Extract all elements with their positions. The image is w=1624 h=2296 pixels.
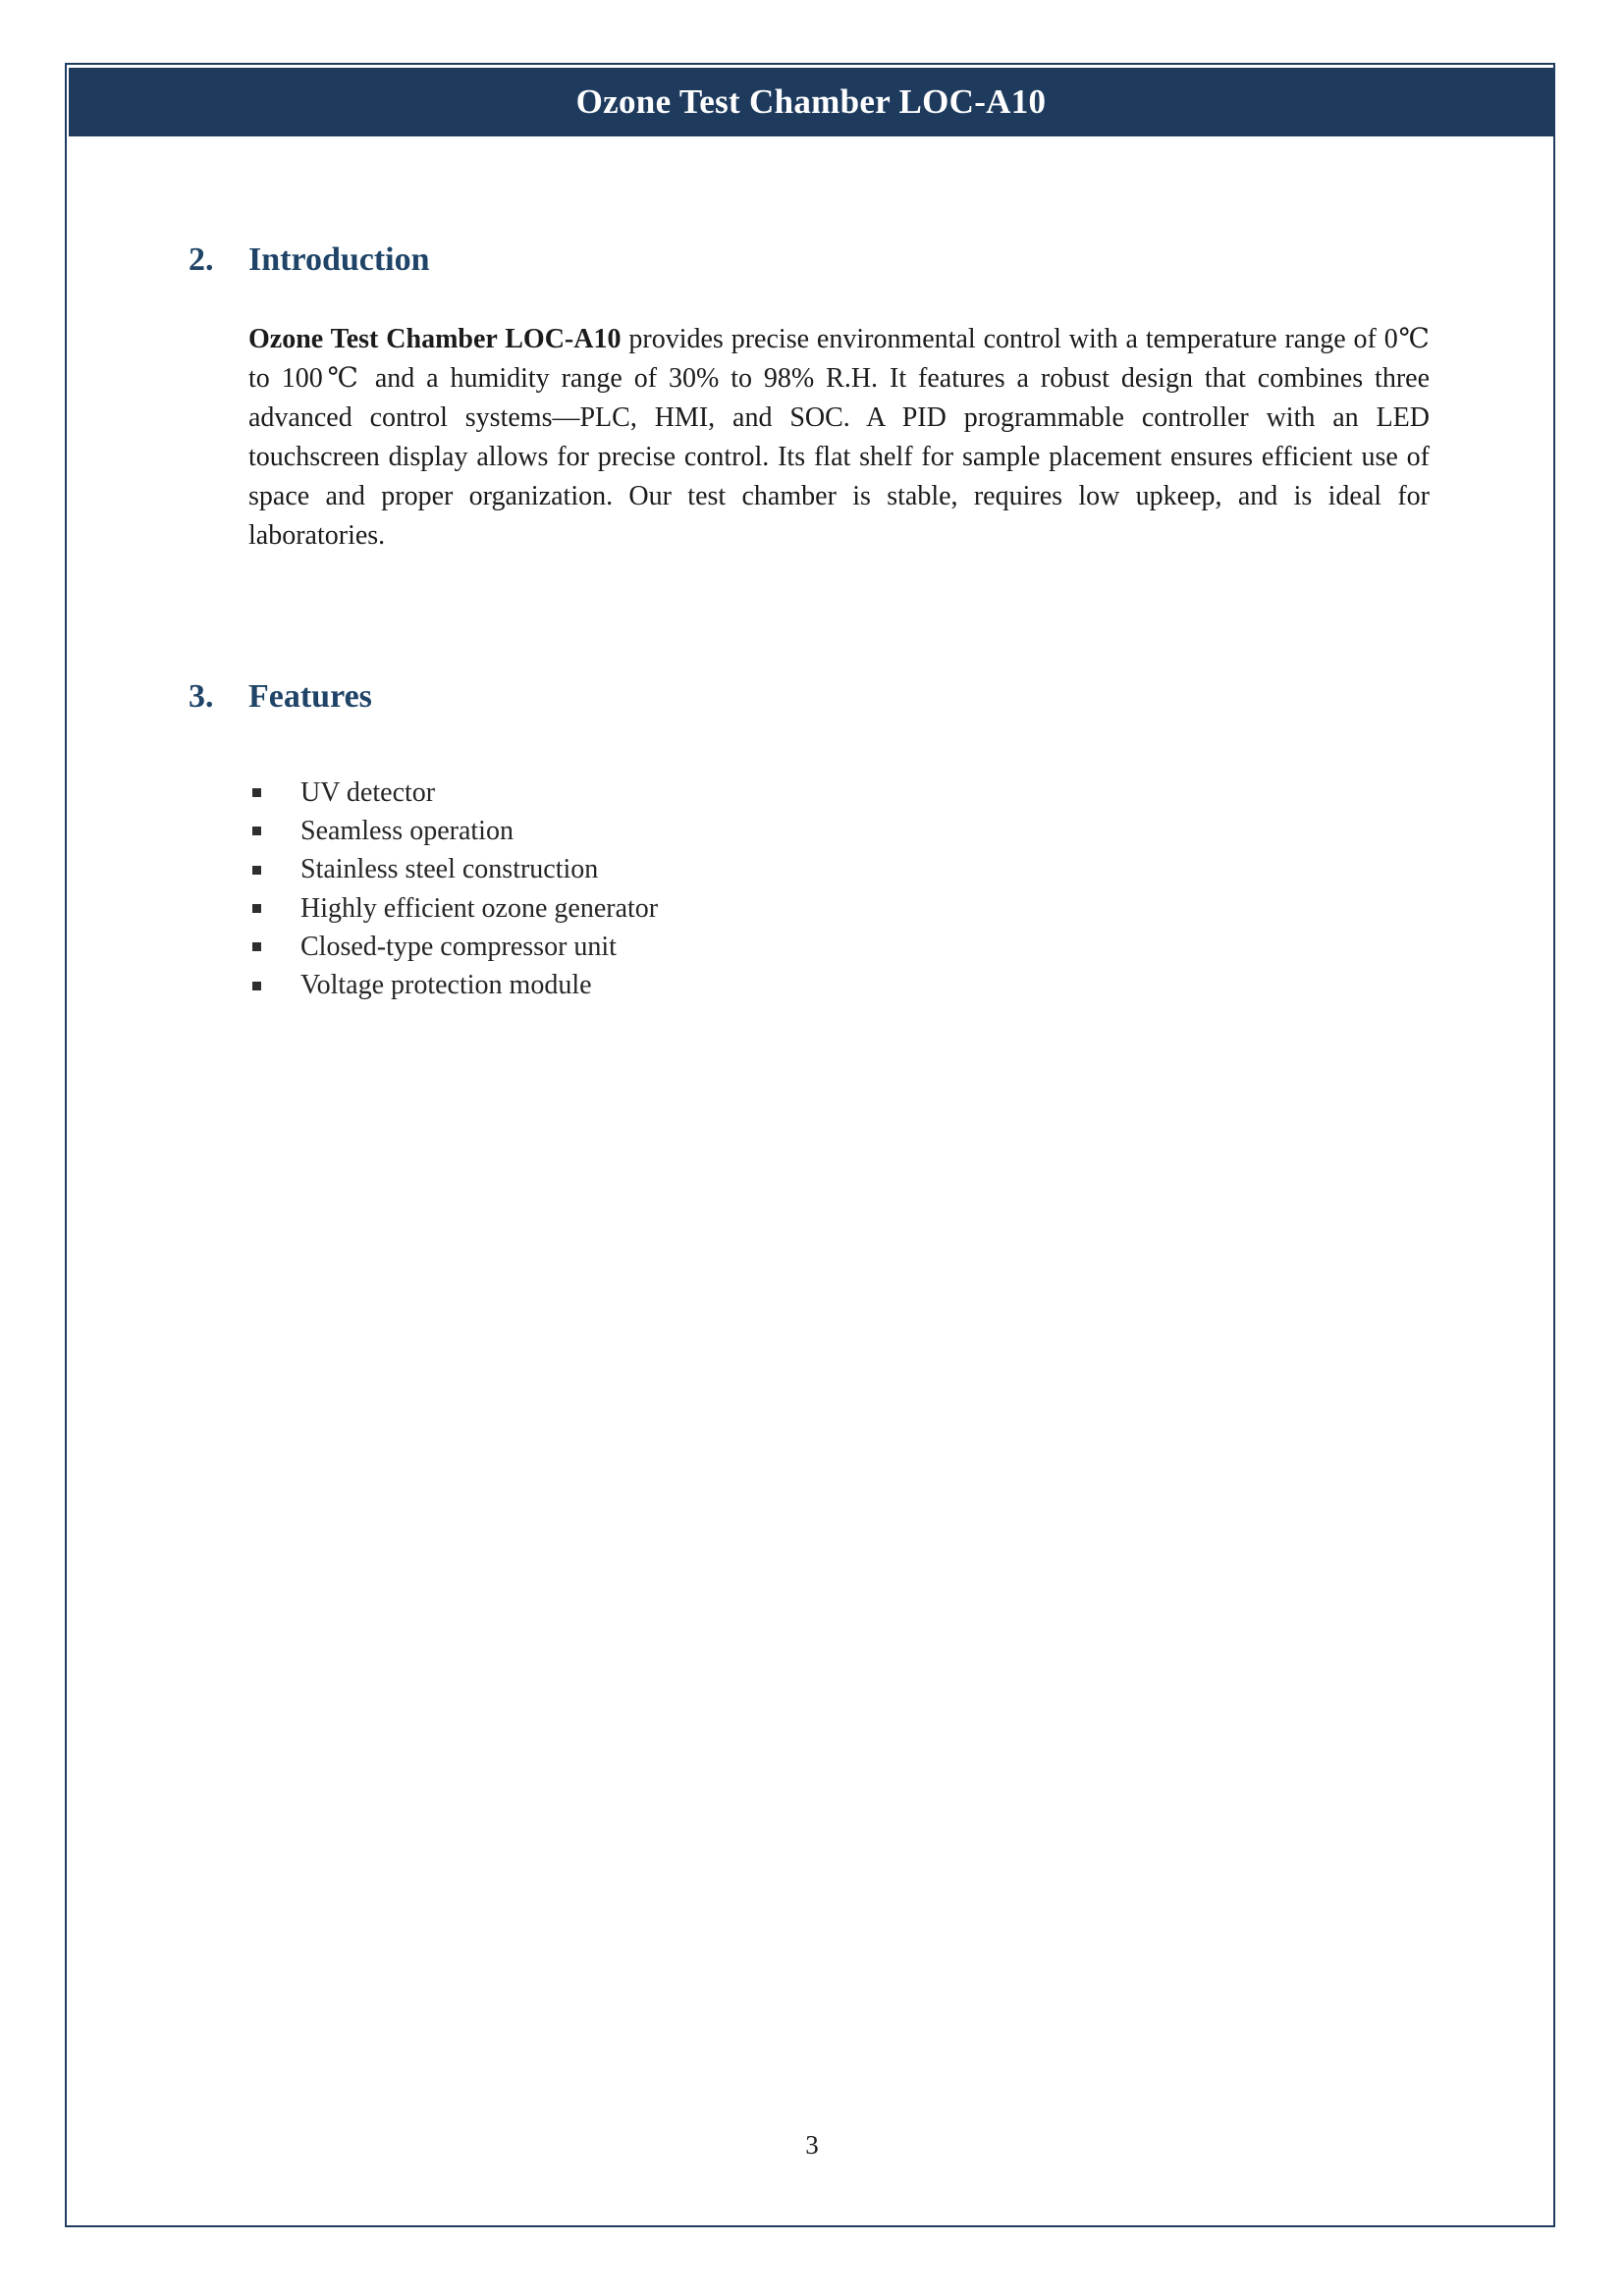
header-band xyxy=(69,68,1553,136)
product-name-lead: Ozone Test Chamber LOC-A10 xyxy=(248,324,622,354)
introduction-paragraph xyxy=(248,320,1430,556)
feature-text: UV detector xyxy=(300,776,436,808)
square-bullet-icon xyxy=(252,866,261,875)
square-bullet-icon xyxy=(252,982,261,990)
list-item xyxy=(252,774,658,812)
feature-text: Closed-type compressor unit xyxy=(300,931,617,962)
list-item xyxy=(252,889,658,928)
list-item xyxy=(252,851,658,889)
document-title: Ozone Test Chamber LOC-A10 xyxy=(575,82,1047,121)
list-item xyxy=(252,966,658,1004)
section-number: 2. xyxy=(189,241,214,278)
features-list xyxy=(252,774,658,1005)
section-heading-features xyxy=(189,677,372,717)
square-bullet-icon xyxy=(252,788,261,797)
list-item xyxy=(252,812,658,850)
feature-text: Seamless operation xyxy=(300,815,514,846)
square-bullet-icon xyxy=(252,904,261,913)
feature-text: Highly efficient ozone generator xyxy=(300,892,659,924)
section-title: Features xyxy=(248,678,372,715)
section-title: Introduction xyxy=(248,241,430,278)
square-bullet-icon xyxy=(252,942,261,951)
section-number: 3. xyxy=(189,678,214,715)
feature-text: Stainless steel construction xyxy=(300,854,599,885)
square-bullet-icon xyxy=(252,827,261,835)
introduction-body-text: provides precise environmental control with a temperature range of 0℃ to 100℃ and a humidity range of 30% to 98% R.H. It features a robust design that combines three advanced control systems—PLC, HMI, and SOC. A PID programmable controller with an LED touchscreen display allows for precise control. Its flat shelf for sample placement ensures efficient use of space and proper organization. Our test chamber is stable, requires low upkeep, and is ideal for laboratories. xyxy=(248,324,1431,551)
feature-text: Voltage protection module xyxy=(300,970,592,1001)
list-item xyxy=(252,928,658,966)
page-number: 3 xyxy=(805,2130,819,2160)
section-heading-introduction xyxy=(189,240,430,280)
